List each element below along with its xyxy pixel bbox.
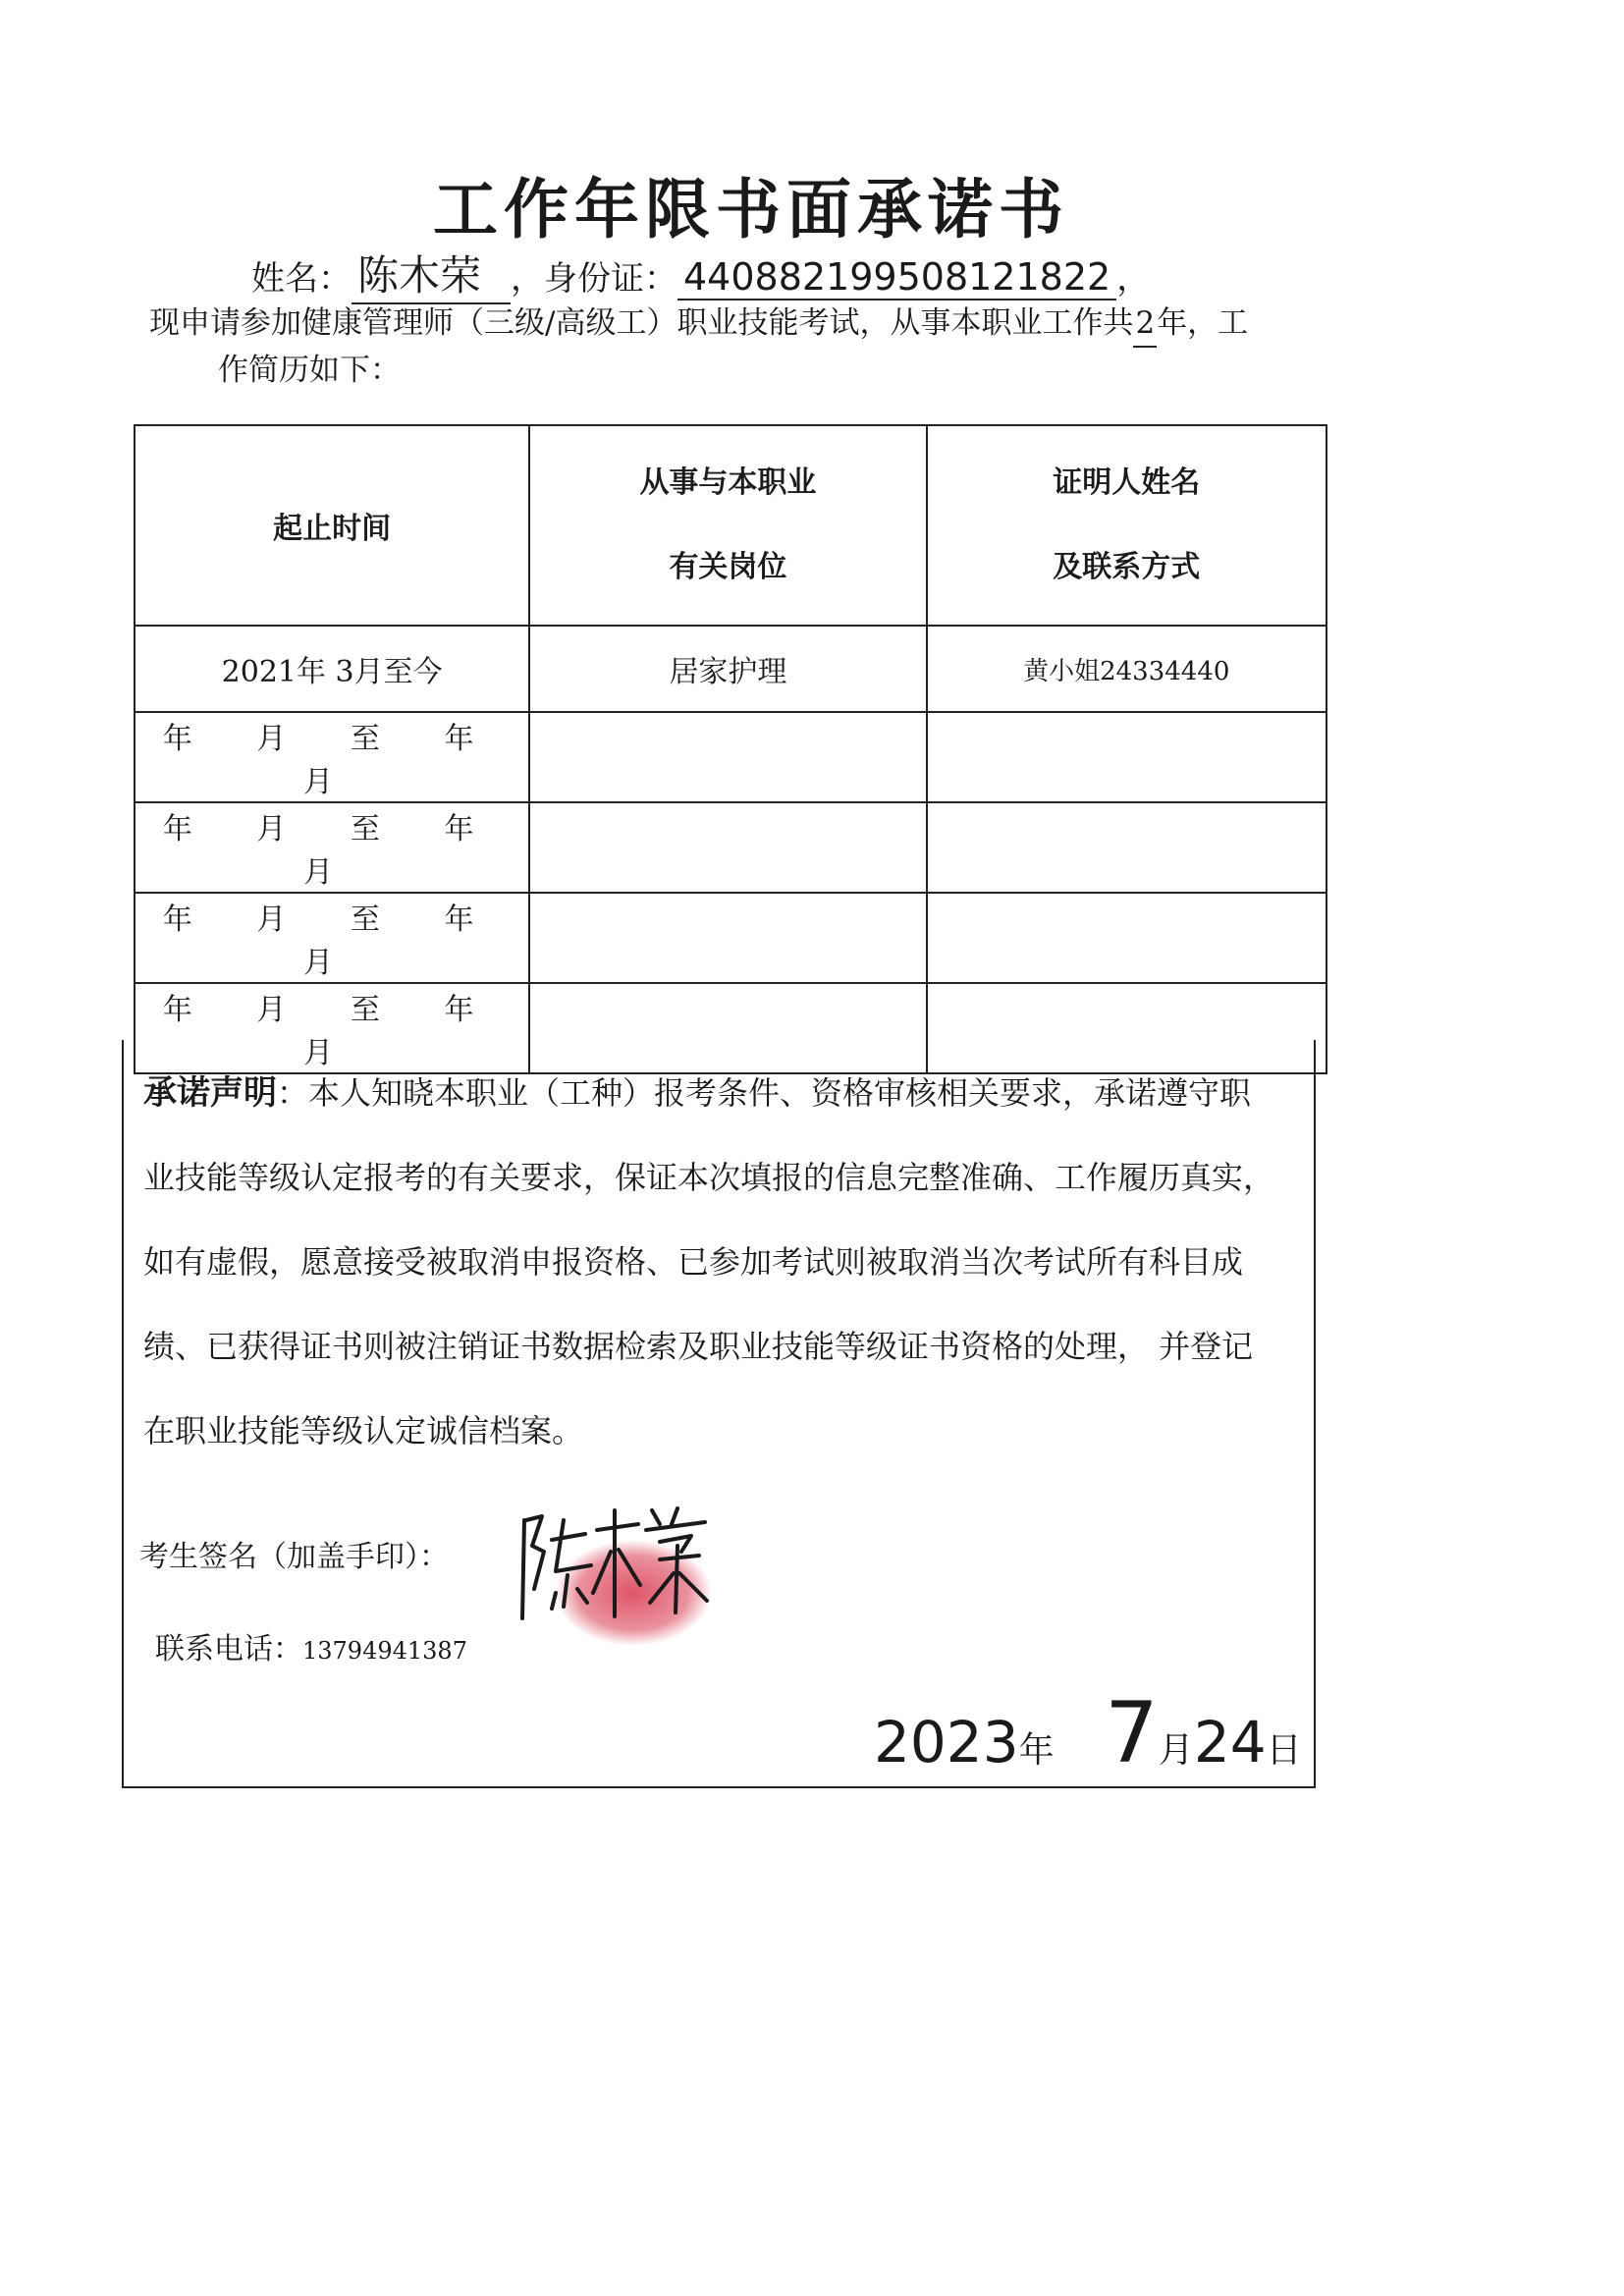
- table-row: [135, 712, 1326, 802]
- page-title: 工作年限书面承诺书: [433, 171, 1069, 247]
- cell-witness: [927, 802, 1326, 893]
- handwritten-signature: [513, 1491, 719, 1638]
- phone-number: 13794941387: [302, 1637, 467, 1665]
- signature-label: 考生签名（加盖手印）：: [139, 1540, 449, 1574]
- table-row: [135, 802, 1326, 893]
- header-period: 起止时间: [135, 425, 529, 626]
- declaration-text: 本人知晓本职业（工种）报考条件、资格审核相关要求，承诺遵守职业技能等级认定报考的有关要求，保证本次填报的信息完整准确、工作履历真实，如有虚假，愿意接受被取消申报资格、已参加考试则被取消当次考试所有科目成绩、已获得证书则被注销证书数据检索及职业技能等级证书资格的处理， 并登记在职业技能等级认定诚信档案。: [143, 1074, 1275, 1449]
- years-worked: 2: [1133, 301, 1157, 348]
- cell-period: 年 月 至 年 月: [135, 802, 529, 893]
- header-witness-line1: 证明人姓名: [1053, 465, 1201, 500]
- applicant-name: 陈木荣: [352, 244, 511, 304]
- phone-label: 联系电话：: [155, 1632, 302, 1667]
- declaration-colon: ：: [277, 1074, 309, 1112]
- header-position-line2: 有关岗位: [669, 550, 787, 584]
- date-day: 24: [1193, 1709, 1267, 1776]
- intro-paragraph: [149, 301, 1357, 393]
- cell-period: 2021年 3月至今: [135, 626, 529, 712]
- cell-position: 居家护理: [529, 626, 926, 712]
- cell-position: [529, 893, 926, 983]
- cell-period: 年 月 至 年 月: [135, 712, 529, 802]
- intro-text-1-end: 年，工: [1157, 305, 1249, 341]
- contact-line: [155, 1624, 467, 1667]
- date-day-unit: 日: [1266, 1730, 1302, 1771]
- cell-witness: 黄小姐24334440: [927, 626, 1326, 712]
- cell-position: [529, 802, 926, 893]
- cell-position: [529, 712, 926, 802]
- cell-period: 年 月 至 年 月: [135, 893, 529, 983]
- header-witness: [927, 425, 1326, 626]
- work-history-table: [134, 424, 1327, 1074]
- table-row: [135, 893, 1326, 983]
- name-label: 姓名：: [251, 259, 352, 299]
- applicant-line: [251, 244, 1150, 304]
- date-year: 2023: [874, 1709, 1019, 1776]
- table-header-row: [135, 425, 1326, 626]
- intro-text-1: 现申请参加健康管理师（三级/高级工）职业技能考试，从事本职业工作共: [149, 305, 1134, 341]
- cell-witness: [927, 712, 1326, 802]
- header-position-line1: 从事与本职业: [639, 465, 817, 500]
- declaration-label: 承诺声明: [143, 1073, 277, 1113]
- signing-date: [874, 1684, 1302, 1782]
- date-month: 7: [1105, 1684, 1159, 1782]
- header-position: [529, 425, 926, 626]
- cell-period: 年 月 至 年 月: [135, 983, 529, 1073]
- intro-text-2: 作简历如下：: [218, 353, 401, 388]
- date-year-unit: 年: [1018, 1730, 1055, 1771]
- id-suffix: ，: [1116, 259, 1151, 299]
- declaration-paragraph: [143, 1051, 1282, 1473]
- cell-witness: [927, 893, 1326, 983]
- table-row: [135, 626, 1326, 712]
- header-witness-line2: 及联系方式: [1053, 550, 1201, 584]
- date-month-unit: 月: [1158, 1730, 1194, 1771]
- id-number: 440882199508121822: [677, 255, 1116, 301]
- id-label: ，身份证：: [511, 259, 677, 299]
